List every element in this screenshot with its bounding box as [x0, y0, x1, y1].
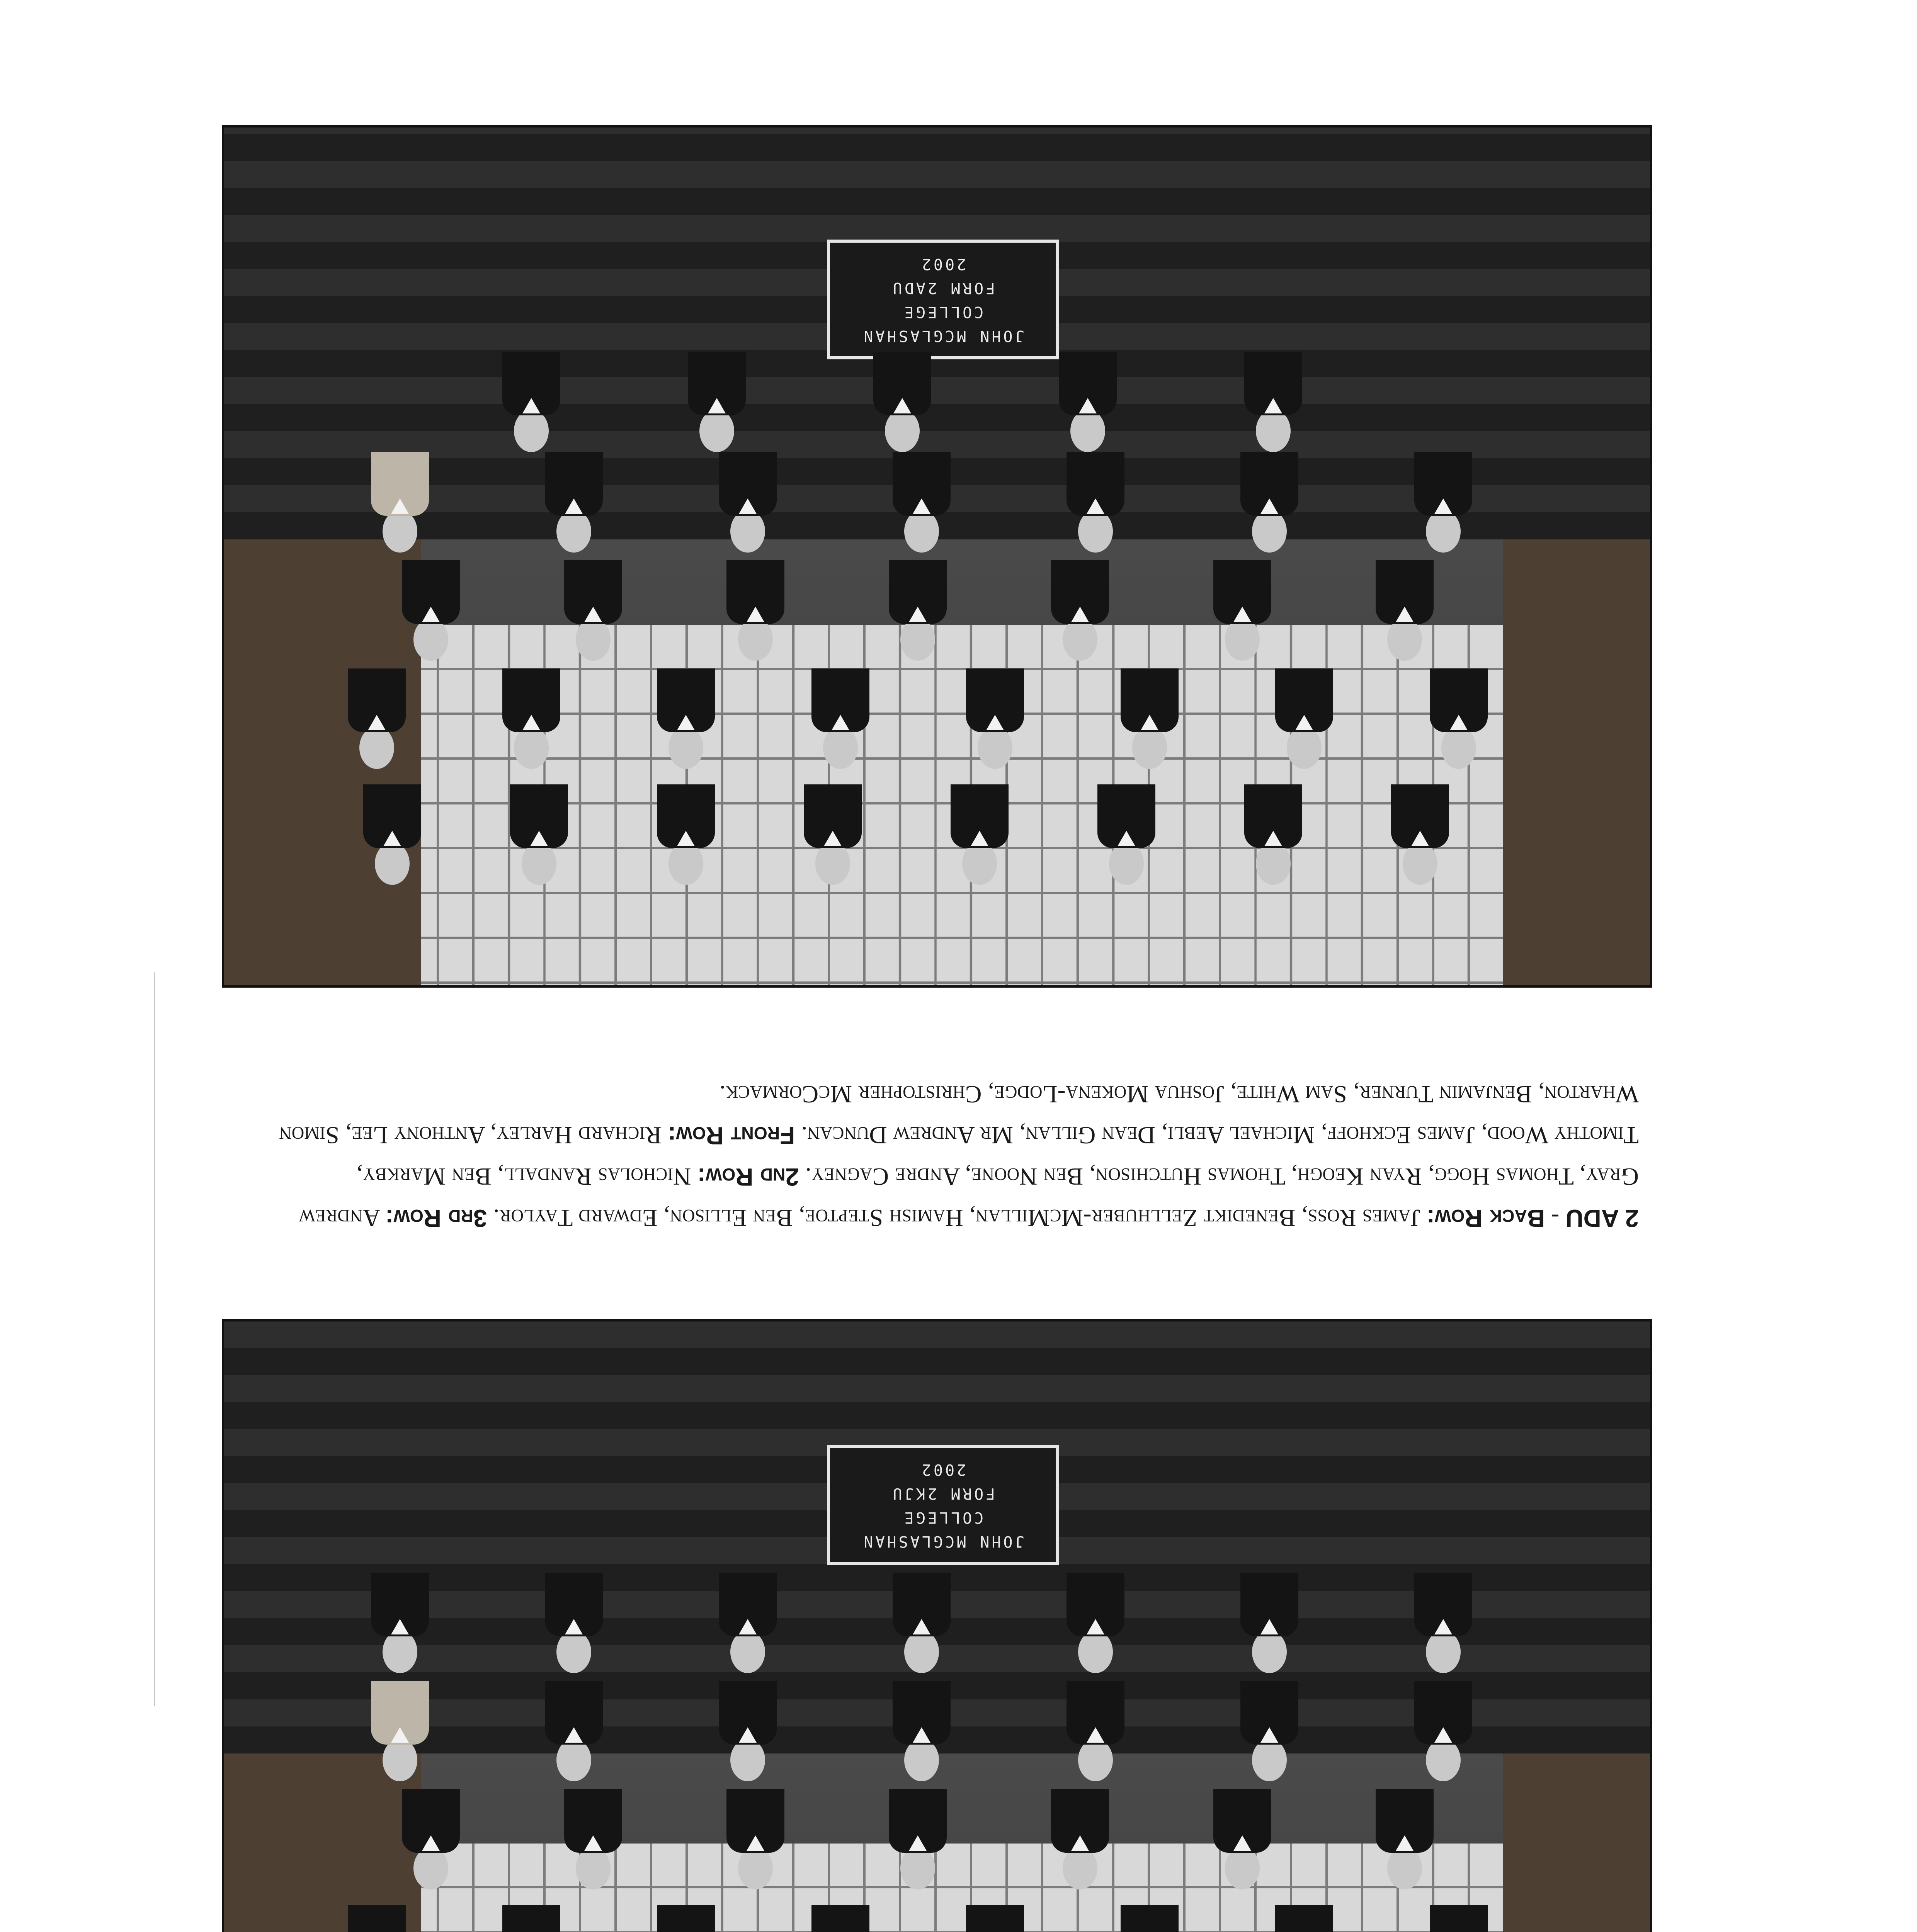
- student-figure: [1275, 668, 1333, 769]
- student-figure: [893, 1681, 951, 1781]
- student-figure: [1067, 1573, 1124, 1673]
- row-label: Front Row:: [668, 1122, 795, 1150]
- caption-2adu: 2 ADU - Back Row: James Ross, Benedikt Zellhuber-McMillan, Hamish Steptoe, Ben Ellison, Edward Taylor. 3rd Row: Andrew Gray, Thomas Hogg, Ryan Keogh, Thomas Hutchison, Ben Noone, Andre Cagney. 2nd Row: Nicholas Randall, Ben Markby, Timothy Wood, James Eckhoff, Michael Aebli, Dean Gillan, Mr Andrew Duncan. Front Row: Richard Harley, Anthony Lee, Simon Wharton, Benjamin Turner, Sam White, Joshua Mokena-Lodge, Christopher McCormack.: [279, 1081, 1639, 1232]
- student-figure: [1213, 1789, 1271, 1889]
- student-figure: [1376, 560, 1434, 661]
- student-figure: [1275, 1905, 1333, 1932]
- student-figure: [889, 1789, 947, 1889]
- student-figure: [402, 560, 460, 661]
- student-figure: [502, 1905, 560, 1932]
- student-figure: [1121, 668, 1179, 769]
- class-sign: [827, 240, 1059, 359]
- student-figure: [657, 668, 715, 769]
- student-figure: [889, 560, 947, 661]
- row-names: Richard Harley, Anthony Lee, Simon Wharton, Benjamin Turner, Sam White, Joshua Mokena-Lodge, Christopher McCormack.: [279, 1081, 1639, 1149]
- class-photo-2kju: [222, 1319, 1652, 1932]
- row-label: 2nd Row:: [697, 1163, 799, 1191]
- student-figure: [719, 1573, 777, 1673]
- student-figure: [1059, 352, 1117, 452]
- student-figure: [402, 1789, 460, 1889]
- student-figure: [371, 1681, 429, 1781]
- class-photo-2adu: [222, 125, 1652, 988]
- student-figure: [873, 352, 931, 452]
- student-figure: [1240, 452, 1298, 553]
- student-figure: [811, 1905, 869, 1932]
- student-figure: [719, 1681, 777, 1781]
- student-figure: [1240, 1573, 1298, 1673]
- scan-margin-line: [154, 972, 155, 1706]
- student-figure: [951, 784, 1009, 885]
- student-figure: [1430, 668, 1488, 769]
- form-label: 2 ADU: [1565, 1204, 1639, 1232]
- student-figure: [893, 1573, 951, 1673]
- student-figure: [804, 784, 862, 885]
- student-figure: [545, 1573, 603, 1673]
- student-figure: [1213, 560, 1271, 661]
- student-figure: [1244, 352, 1302, 452]
- student-figure: [893, 452, 951, 553]
- student-figure: [1414, 452, 1472, 553]
- student-figure: [1244, 784, 1302, 885]
- sign-line: 2002: [919, 1461, 966, 1478]
- student-figure: [719, 452, 777, 553]
- student-figure: [564, 560, 622, 661]
- student-figure: [502, 668, 560, 769]
- row-names: James Ross, Benedikt Zellhuber-McMillan, Hamish Steptoe, Ben Ellison, Edward Taylor.: [493, 1204, 1420, 1232]
- student-figure: [545, 1681, 603, 1781]
- student-figure: [726, 1789, 784, 1889]
- student-figure: [371, 452, 429, 553]
- row-names: Nicholas Randall, Ben Markby, Timothy Wood, James Eckhoff, Michael Aebli, Dean Gillan, Mr Andrew Duncan.: [356, 1122, 1639, 1190]
- student-figure: [564, 1789, 622, 1889]
- student-figure: [348, 668, 406, 769]
- row-names: Andrew Gray, Thomas Hogg, Ryan Keogh, Thomas Hutchison, Ben Noone, Andre Cagney.: [299, 1163, 1639, 1232]
- student-figure: [1067, 1681, 1124, 1781]
- student-figure: [966, 668, 1024, 769]
- student-figure: [688, 352, 746, 452]
- student-figure: [657, 784, 715, 885]
- row-label: 3rd Row:: [385, 1204, 487, 1232]
- student-figure: [1240, 1681, 1298, 1781]
- sign-line: COLLEGE: [902, 303, 984, 321]
- student-figure: [1414, 1573, 1472, 1673]
- student-figure: [502, 352, 560, 452]
- student-figure: [1051, 1789, 1109, 1889]
- student-figure: [348, 1905, 406, 1932]
- sign-line: JOHN MCGLASHAN: [861, 1532, 1024, 1550]
- student-figure: [726, 560, 784, 661]
- sign-line: COLLEGE: [902, 1509, 984, 1526]
- student-figure: [966, 1905, 1024, 1932]
- student-figure: [371, 1573, 429, 1673]
- student-figure: [1414, 1681, 1472, 1781]
- class-sign: [827, 1445, 1059, 1565]
- student-figure: [1376, 1789, 1434, 1889]
- row-label: Back Row:: [1426, 1204, 1545, 1232]
- student-figure: [811, 668, 869, 769]
- sign-line: 2002: [919, 255, 966, 273]
- student-figure: [1121, 1905, 1179, 1932]
- student-figure: [363, 784, 421, 885]
- student-figure: [1097, 784, 1155, 885]
- student-figure: [1051, 560, 1109, 661]
- student-figure: [1391, 784, 1449, 885]
- student-figure: [657, 1905, 715, 1932]
- sign-line: FORM 2ADU: [890, 279, 995, 297]
- student-figure: [545, 452, 603, 553]
- student-figure: [510, 784, 568, 885]
- sign-line: JOHN MCGLASHAN: [861, 327, 1024, 345]
- student-figure: [1430, 1905, 1488, 1932]
- sign-line: FORM 2KJU: [890, 1485, 995, 1502]
- student-figure: [1067, 452, 1124, 553]
